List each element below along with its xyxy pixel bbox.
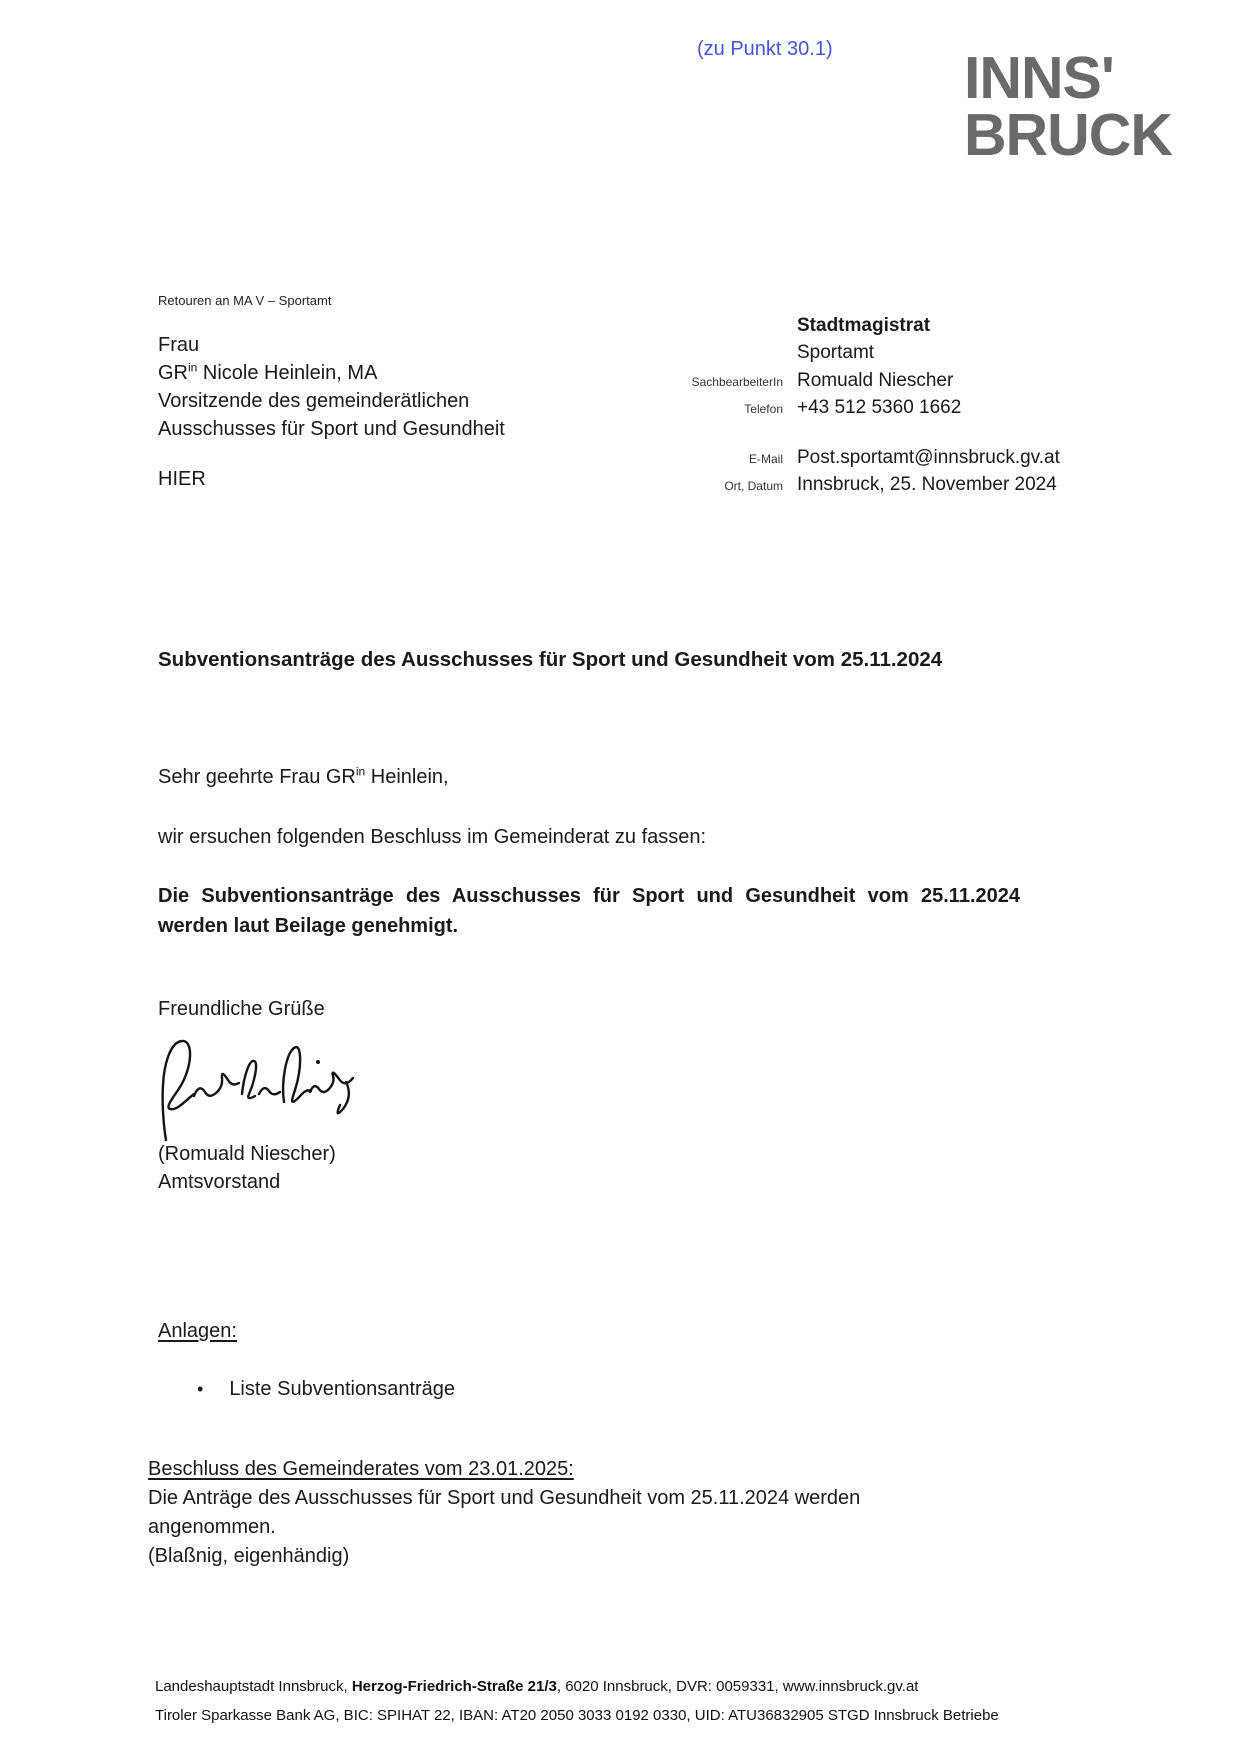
footer-line-2: Tiroler Sparkasse Bank AG, BIC: SPIHAT 22, IBAN: AT20 2050 3033 0192 0330, UID: ATU36832905 STGD Innsbruck Betriebe xyxy=(155,1707,999,1724)
phone-label: Telefon xyxy=(744,402,783,416)
logo-line-1: INNS' xyxy=(963,45,1114,111)
recipient-title-superscript: in xyxy=(188,360,198,375)
recipient-role-line-1: Vorsitzende des gemeinderätlichen xyxy=(158,390,470,412)
place-date-label: Ort, Datum xyxy=(724,479,783,493)
innsbruck-logo xyxy=(963,45,1172,168)
resolution-line-2: werden laut Beilage genehmigt. xyxy=(158,915,459,937)
footer-line-1 xyxy=(155,1672,1165,1701)
salutation-line xyxy=(158,766,449,789)
salutation-prefix: Sehr geehrte Frau GR xyxy=(158,766,356,788)
recipient-title-abbr: GR xyxy=(158,362,188,384)
clerk-value: Romuald Niescher xyxy=(797,370,954,391)
request-line: wir ersuchen folgenden Beschluss im Gemeinderat zu fassen: xyxy=(158,826,707,848)
contact-row-phone xyxy=(620,397,961,419)
resolution-paragraph xyxy=(158,881,1020,941)
attachment-list-item xyxy=(197,1378,455,1401)
return-address-note: Retouren an MA V – Sportamt xyxy=(158,293,332,308)
sender-department-row xyxy=(620,342,874,364)
location-note: HIER xyxy=(158,468,206,490)
letter-footer xyxy=(155,1672,1165,1730)
recipient-name-line xyxy=(158,359,505,387)
salutation-superscript: in xyxy=(355,764,366,779)
attachments-heading: Anlagen: xyxy=(158,1320,237,1342)
place-date-value: Innsbruck, 25. November 2024 xyxy=(797,474,1057,495)
footer-line-1-rest: , 6020 Innsbruck, DVR: 0059331, www.innsbruck.gv.at xyxy=(556,1678,919,1695)
closing-line: Freundliche Grüße xyxy=(158,998,325,1020)
contact-row-clerk xyxy=(620,370,953,392)
signer-title: Amtsvorstand xyxy=(158,1171,281,1193)
signer-name: (Romuald Niescher) xyxy=(158,1143,336,1165)
contact-row-place-date xyxy=(620,474,1057,496)
sender-org: Stadtmagistrat xyxy=(797,315,931,336)
signature-image xyxy=(150,1030,365,1145)
bullet-icon: • xyxy=(197,1379,204,1399)
decision-line-2: angenommen. xyxy=(148,1516,276,1538)
salutation-rest: Heinlein, xyxy=(365,766,449,788)
email-label: E-Mail xyxy=(748,452,783,466)
resolution-line-1: Die Subventionsanträge des Ausschusses für Sport und Gesundheit vom 25.11.2024 xyxy=(158,885,1020,907)
recipient-salutation: Frau xyxy=(158,334,200,356)
recipient-role-line-2: Ausschusses für Sport und Gesundheit xyxy=(158,418,505,440)
decision-heading: Beschluss des Gemeinderates vom 23.01.2025: xyxy=(148,1458,574,1480)
email-value: Post.sportamt@innsbruck.gv.at xyxy=(797,447,1060,468)
council-decision-block xyxy=(148,1455,1028,1571)
attachment-label: Liste Subventionsanträge xyxy=(229,1378,456,1400)
footer-street: Herzog-Friedrich-Straße 21/3 xyxy=(351,1678,557,1695)
sender-org-row xyxy=(620,315,930,337)
recipient-address-block xyxy=(158,331,505,443)
phone-value: +43 512 5360 1662 xyxy=(797,397,962,418)
recipient-name: Nicole Heinlein, MA xyxy=(197,362,378,384)
subject-line: Subventionsanträge des Ausschusses für Sport und Gesundheit vom 25.11.2024 xyxy=(158,648,943,671)
sender-department: Sportamt xyxy=(797,342,875,363)
decision-line-1: Die Anträge des Ausschusses für Sport und Gesundheit vom 25.11.2024 werden xyxy=(148,1487,861,1509)
footer-city: Landeshauptstadt Innsbruck, xyxy=(155,1678,352,1695)
clerk-label: SachbearbeiterIn xyxy=(691,375,783,389)
logo-line-2: BRUCK xyxy=(963,102,1172,168)
agenda-point-reference: (zu Punkt 30.1) xyxy=(697,38,833,60)
contact-row-email xyxy=(620,447,1060,469)
decision-line-3: (Blaßnig, eigenhändig) xyxy=(148,1545,350,1567)
